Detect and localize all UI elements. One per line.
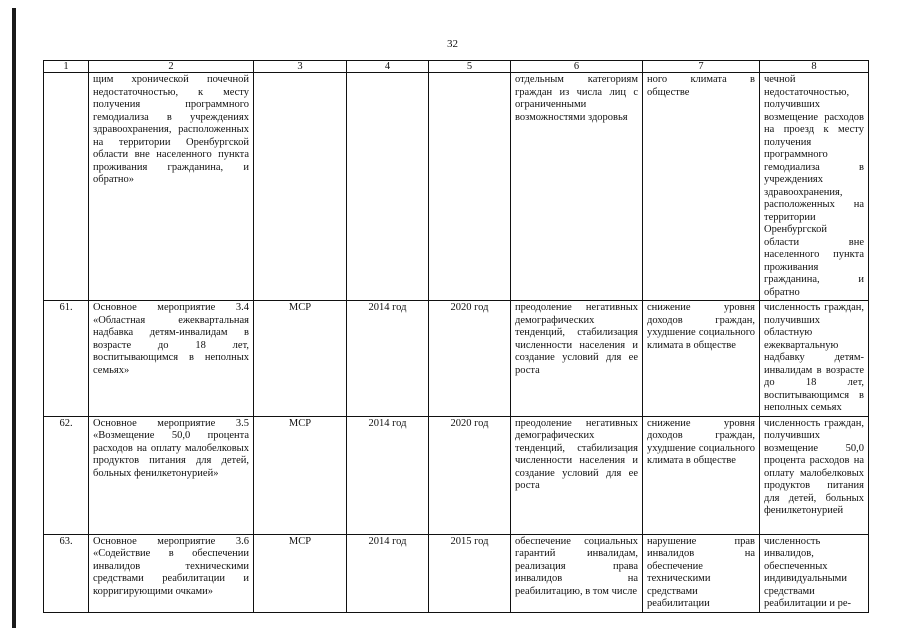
measure-name: щим хронической почечной недостаточностью, к месту получения программного гемодиализа в учреждениях здравоохранения, расположенных на территории Оренбургской области вне населенного пункта проживания гражданина, и обратно» [89,73,254,301]
measure-name: Основное мероприятие 3.4 «Областная ежеквартальная надбавка детям-инвалидам в возрасте до 18 лет, воспитывающимся в неполных семьях» [89,301,254,417]
column-header: 4 [347,61,429,73]
non-implementation-consequence: нарушение прав инвалидов на обеспечение техническими средствами реабилитации [643,534,760,612]
table-row [44,534,869,612]
end-year: 2020 год [429,301,511,417]
indicator: численность граждан, получивших возмещение 50,0 процента расходов на оплату малобелковых продуктов питания для детей, больных фенилкетонурией [760,416,869,534]
column-header: 2 [89,61,254,73]
indicator: численность инвалидов, обеспеченных индивидуальными средствами реабилитации и ре- [760,534,869,612]
column-header: 3 [254,61,347,73]
non-implementation-consequence: ного климата в обществе [643,73,760,301]
row-number: 61. [44,301,89,417]
end-year: 2015 год [429,534,511,612]
column-header: 6 [511,61,643,73]
row-number: 63. [44,534,89,612]
expected-result: обеспечение социальных гарантий инвалидам, реализация права инвалидов на реабилитацию, в том числе [511,534,643,612]
executor [254,73,347,301]
executor: МСР [254,416,347,534]
expected-result: преодоление негативных демографических тенденций, стабилизация численности населения и создание условий для ее роста [511,301,643,417]
executor: МСР [254,534,347,612]
table-row [44,73,869,301]
indicator: численность граждан, получивших областную ежеквартальную надбавку детям-инвалидам в возрасте до 18 лет, воспитывающимся в неполных семьях [760,301,869,417]
binding-edge [12,8,16,628]
start-year: 2014 год [347,416,429,534]
expected-result: преодоление негативных демографических тенденций, стабилизация численности населения и создание условий для ее роста [511,416,643,534]
non-implementation-consequence: снижение уровня доходов граждан, ухудшение социального климата в обществе [643,416,760,534]
non-implementation-consequence: снижение уровня доходов граждан, ухудшение социального климата в обществе [643,301,760,417]
column-number-row [44,61,869,73]
table-row [44,416,869,534]
table-row [44,301,869,417]
column-header: 7 [643,61,760,73]
row-number: 62. [44,416,89,534]
start-year [347,73,429,301]
row-number [44,73,89,301]
measures-table [43,60,869,613]
start-year: 2014 год [347,534,429,612]
column-header: 5 [429,61,511,73]
end-year: 2020 год [429,416,511,534]
start-year: 2014 год [347,301,429,417]
page-number: 32 [447,38,458,50]
expected-result: отдельным категориям граждан из числа лиц с ограниченными возможностями здоровья [511,73,643,301]
measure-name: Основное мероприятие 3.5 «Возмещение 50,0 процента расходов на оплату малобелковых продуктов питания для детей, больных фенилкетонурией» [89,416,254,534]
column-header: 1 [44,61,89,73]
end-year [429,73,511,301]
indicator: чечной недостаточностью, получивших возмещение расходов на проезд к месту получения программного гемодиализа в учреждениях здравоохранения, расположенных на территории Оренбургской области вне населенного пункта проживания гражданина, и обратно [760,73,869,301]
measure-name: Основное мероприятие 3.6 «Содействие в обеспечении инвалидов техническими средствами реабилитации и корригирующими очками» [89,534,254,612]
column-header: 8 [760,61,869,73]
executor: МСР [254,301,347,417]
